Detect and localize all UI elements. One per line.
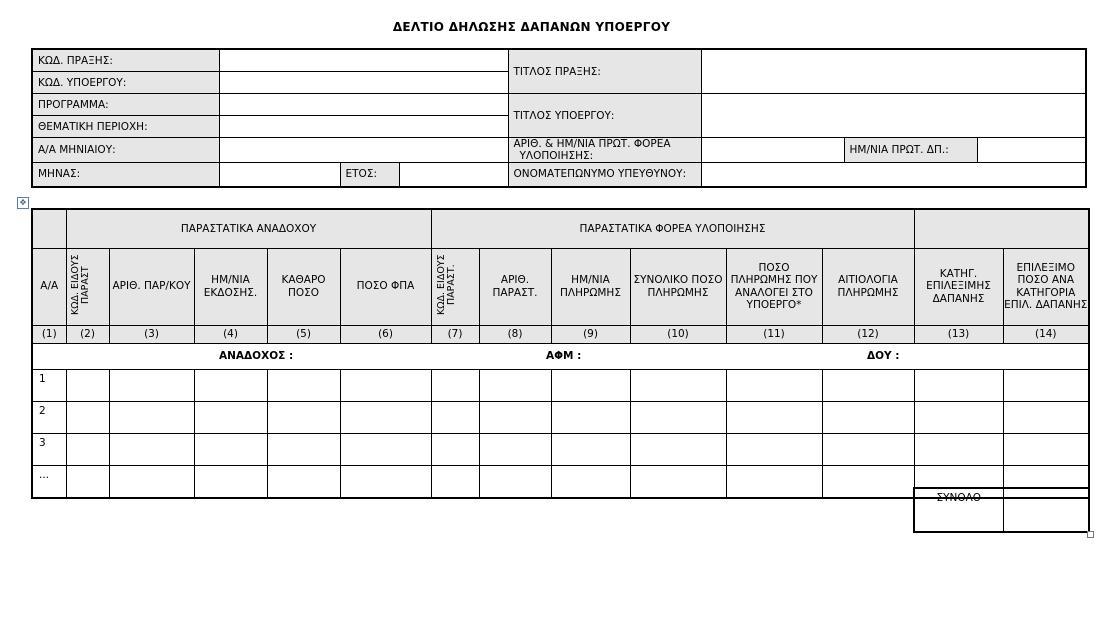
col-number: (2) bbox=[66, 325, 109, 343]
col-number: (14) bbox=[1003, 325, 1089, 343]
table-row[interactable] bbox=[32, 401, 1089, 433]
col-number: (12) bbox=[822, 325, 914, 343]
arith-prot-field[interactable] bbox=[701, 138, 844, 163]
move-handle-icon[interactable]: ✥ bbox=[17, 197, 29, 209]
table-row[interactable] bbox=[32, 369, 1089, 401]
col-number: (8) bbox=[479, 325, 551, 343]
arith-prot-label-line1: ΑΡΙΘ. & ΗΜ/ΝΙΑ ΠΡΩΤ. ΦΟΡΕΑ bbox=[513, 138, 671, 150]
afm-label: ΑΦΜ : bbox=[546, 349, 582, 362]
programma-label: ΠΡΟΓΡΑΜΜΑ: bbox=[32, 94, 219, 116]
anadoxos-label: ΑΝΑΔΟΧΟΣ : bbox=[219, 349, 294, 362]
row-number: 1 bbox=[32, 369, 66, 401]
onomateponymo-label: ΟΝΟΜΑΤΕΠΩΝΥΜΟ ΥΠΕΥΘΥΝΟΥ: bbox=[508, 163, 701, 187]
col-header-poso-ypoergo: ΠΟΣΟ ΠΛΗΡΩΜΗΣ ΠΟΥ ΑΝΑΛΟΓΕΙ ΣΤΟ ΥΠΟΕΡΓΟ* bbox=[726, 248, 822, 325]
col-header-epileximo-poso: ΕΠΙΛΕΞΙΜΟ ΠΟΣΟ ΑΝΑ ΚΑΤΗΓΟΡΙΑ ΕΠΙΛ. ΔΑΠΑΝΗΣ bbox=[1003, 248, 1089, 325]
col-header-kod-eidous bbox=[66, 248, 109, 325]
col-number: (4) bbox=[194, 325, 267, 343]
col-header-aa: Α/Α bbox=[32, 248, 66, 325]
col-number: (5) bbox=[267, 325, 340, 343]
col-number: (10) bbox=[630, 325, 726, 343]
col-header-kod-eidous-forea bbox=[431, 248, 479, 325]
header-blank-cell bbox=[32, 209, 66, 248]
row-number: 2 bbox=[32, 401, 66, 433]
resize-handle-icon[interactable] bbox=[1087, 531, 1094, 538]
total-box bbox=[913, 487, 1090, 533]
programma-field[interactable] bbox=[219, 94, 508, 116]
col-number: (9) bbox=[551, 325, 630, 343]
etos-field[interactable] bbox=[399, 163, 508, 187]
etos-label: ΕΤΟΣ: bbox=[340, 163, 399, 187]
row-number: 3 bbox=[32, 433, 66, 465]
minas-field[interactable] bbox=[219, 163, 340, 187]
total-value-field[interactable] bbox=[1003, 488, 1089, 532]
col-header-synoliko-poso: ΣΥΝΟΛΙΚΟ ΠΟΣΟ ΠΛΗΡΩΜΗΣ bbox=[630, 248, 726, 325]
titlos-praxis-label: ΤΙΤΛΟΣ ΠΡΑΞΗΣ: bbox=[508, 49, 701, 94]
col-number: (3) bbox=[109, 325, 194, 343]
col-header-katigoria: ΚΑΤΗΓ. ΕΠΙΛΕΞΙΜΗΣ ΔΑΠΑΝΗΣ bbox=[914, 248, 1003, 325]
col-header-aitiologia: ΑΙΤΙΟΛΟΓΙΑ ΠΛΗΡΩΜΗΣ bbox=[822, 248, 914, 325]
aa-miniaiou-label: Α/Α ΜΗΝΙΑΙΟΥ: bbox=[32, 138, 219, 163]
col-number: (11) bbox=[726, 325, 822, 343]
col-number: (6) bbox=[340, 325, 431, 343]
aa-miniaiou-field[interactable] bbox=[219, 138, 508, 163]
col-header-kod-eidous-forea-text: ΚΩΔ. ΕΙΔΟΥΣ ΠΑΡΑΣΤ. bbox=[436, 254, 457, 316]
document-title: ΔΕΛΤΙΟ ΔΗΛΩΣΗΣ ΔΑΠΑΝΩΝ ΥΠΟΕΡΓΟΥ bbox=[392, 20, 671, 34]
col-number: (13) bbox=[914, 325, 1003, 343]
kod-ypoergou-field[interactable] bbox=[219, 72, 508, 94]
thematiki-label: ΘΕΜΑΤΙΚΗ ΠΕΡΙΟΧΗ: bbox=[32, 116, 219, 138]
col-header-im-nia-pliromis: ΗΜ/ΝΙΑ ΠΛΗΡΩΜΗΣ bbox=[551, 248, 630, 325]
header-info-table bbox=[31, 48, 1087, 188]
minas-label: ΜΗΝΑΣ: bbox=[32, 163, 219, 187]
col-header-arith-parast: ΑΡΙΘ. ΠΑΡΑΣΤ. bbox=[479, 248, 551, 325]
titlos-ypoergou-label: ΤΙΤΛΟΣ ΥΠΟΕΡΓΟΥ: bbox=[508, 94, 701, 138]
thematiki-field[interactable] bbox=[219, 116, 508, 138]
expenses-table bbox=[31, 208, 1090, 499]
arith-prot-label bbox=[508, 138, 701, 163]
titlos-ypoergou-field[interactable] bbox=[701, 94, 1086, 138]
kod-ypoergou-label: ΚΩΔ. ΥΠΟΕΡΓΟΥ: bbox=[32, 72, 219, 94]
col-header-poso-fpa: ΠΟΣΟ ΦΠΑ bbox=[340, 248, 431, 325]
contractor-row[interactable] bbox=[32, 343, 1089, 369]
col-number: (1) bbox=[32, 325, 66, 343]
group-anadoxou: ΠΑΡΑΣΤΑΤΙΚΑ ΑΝΑΔΟΧΟΥ bbox=[66, 209, 431, 248]
total-label: ΣΥΝΟΛΟ bbox=[914, 488, 1003, 532]
titlos-praxis-field[interactable] bbox=[701, 49, 1086, 94]
col-header-arith-parkou: ΑΡΙΘ. ΠΑΡ/ΚΟΥ bbox=[109, 248, 194, 325]
col-header-katharo-poso: ΚΑΘΑΡΟ ΠΟΣΟ bbox=[267, 248, 340, 325]
row-number: ... bbox=[32, 465, 66, 498]
im-nia-prot-field[interactable] bbox=[977, 138, 1086, 163]
doy-label: ΔΟΥ : bbox=[867, 349, 900, 362]
col-header-im-nia-ekdosis: ΗΜ/ΝΙΑ ΕΚΔΟΣΗΣ. bbox=[194, 248, 267, 325]
onomateponymo-field[interactable] bbox=[701, 163, 1086, 187]
col-number: (7) bbox=[431, 325, 479, 343]
table-row[interactable] bbox=[32, 433, 1089, 465]
col-header-kod-eidous-text: ΚΩΔ. ΕΙΔΟΥΣ ΠΑΡΑΣΤ bbox=[70, 254, 91, 316]
header-blank-cell-right bbox=[914, 209, 1089, 248]
kod-praxis-label: ΚΩΔ. ΠΡΑΞΗΣ: bbox=[32, 49, 219, 72]
kod-praxis-field[interactable] bbox=[219, 49, 508, 72]
group-forea: ΠΑΡΑΣΤΑΤΙΚΑ ΦΟΡΕΑ ΥΛΟΠΟΙΗΣΗΣ bbox=[431, 209, 914, 248]
arith-prot-label-line2: ΥΛΟΠΟΙΗΣΗΣ: bbox=[519, 150, 594, 162]
im-nia-prot-label: ΗΜ/ΝΙΑ ΠΡΩΤ. ΔΠ.: bbox=[844, 138, 977, 163]
